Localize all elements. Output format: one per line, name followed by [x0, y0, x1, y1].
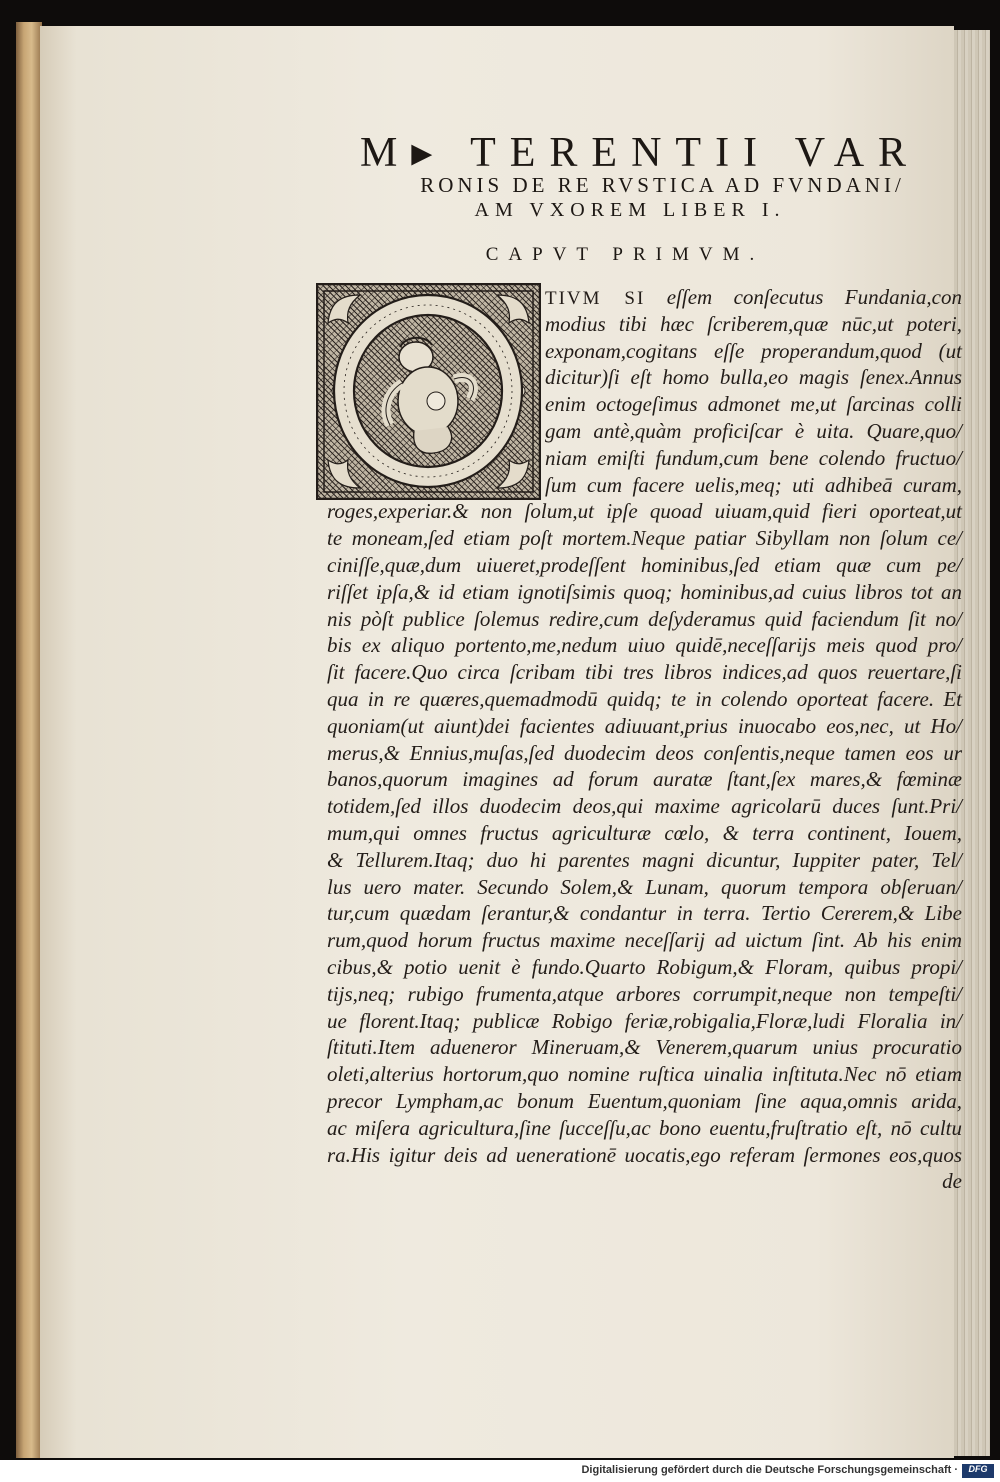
small-caps-opening: TIVM SI	[545, 288, 646, 309]
body-line: tur,cum quædam ſerantur,& condantur in terra. Tertio Cererem,& Libe	[327, 901, 962, 926]
body-line: merus,& Ennius,muſas,ſed duodecim deos conſentis,neque tamen eos ur	[327, 740, 962, 765]
body-line: banos,quorum imagines ad forum auratæ ſtant,ſex mares,& fœminæ	[327, 767, 962, 792]
body-line: enim octogeſimus admonet me,ut ſarcinas colli	[545, 392, 962, 417]
body-line: riſſet ipſa,& id etiam ignotiſsimis quoq; hominibus,ad cuius libros tot an	[327, 579, 962, 604]
body-line: mum,qui omnes fructus agriculturæ cœlo, & terra continent, Iouem,	[327, 820, 962, 845]
body-line: roges,experiar.& non ſolum,ut ipſe quoad uiuam,quid fieri oporteat,ut	[327, 499, 962, 524]
body-line: gam antè,quàm proficiſcar è uita. Quare,quo/	[545, 418, 962, 443]
body-line: bis ex aliquo portento,me,nedum uiuo quidē,neceſſarijs meis quod pro/	[327, 633, 962, 658]
body-line: ac miſera agricultura,ſine ſucceſſu,ac bono euentu,fruſtratio eſt, nō cultu	[327, 1115, 962, 1140]
body-line: ciniſſe,quæ,dum uiueret,prodeſſent hominibus,ſed etiam quæ cum pe/	[327, 552, 962, 577]
title-line-2: RONIS DE RE RVSTICA AD FVNDANI/	[420, 173, 905, 197]
body-line: nis pòſt publice ſolemus redire,cum deſyderamus quid faciendum ſit no/	[327, 606, 962, 631]
body-line: ra.His igitur deis ad uenerationē uocatis,ego referam ſermones eos,quos	[327, 1142, 962, 1167]
body-line: & Tellurem.Itaq; duo hi parentes magni dicuntur, Iuppiter pater, Tel/	[327, 847, 962, 872]
body-line: quoniam(ut aiunt)dei facientes adiuuant,prius inuocabo eos,nec, ut Ho/	[327, 713, 962, 738]
body-line: ſit facere.Quo circa ſcribam tibi tres libros indices,ad quos reuertare,ſi	[327, 660, 962, 685]
body-line: ſum cum facere uelis,meq; uti adhibeā curam,	[545, 472, 962, 497]
body-line: ſtituti.Item adueneror Mineruam,& Venerem,quarum unius procuratio	[327, 1035, 962, 1060]
footer-bar	[0, 1460, 1000, 1482]
body-line: niam emiſti fundum,cum bene colendo fructuo/	[545, 445, 962, 470]
body-line: ue florent.Itaq; publicæ Robigo feriæ,robigalia,Floræ,ludi Floralia in/	[327, 1008, 962, 1033]
opening-line-rest: eſſem conſecutus Fundania,con	[666, 285, 962, 309]
body-line: precor Lympham,ac bonum Euentum,quoniam ſine aqua,omnis arida,	[327, 1088, 962, 1113]
footer-credit-text: Digitalisierung gefördert durch die Deutsche Forschungsgemeinschaft ·	[581, 1464, 958, 1476]
catchword: de	[942, 1169, 962, 1194]
body-text	[327, 284, 962, 1195]
body-line: cibus,& potio uenit è fundo.Quarto Robigum,& Floram, quibus propi/	[327, 954, 962, 979]
body-line: tijs,neq; rubigo frumenta,atque arbores corrumpit,neque non tempeſti/	[327, 981, 962, 1006]
body-line: qua in re quæres,quemadmodū quidq; te in colendo oporteat facere. Et	[327, 686, 962, 711]
body-line	[545, 284, 962, 311]
title-line-3: AM VXOREM LIBER I.	[474, 199, 786, 221]
title-line-1: M▸ TERENTII VAR	[359, 130, 921, 176]
body-line: exponam,cogitans eſſe properandum,quod (ut	[545, 338, 962, 363]
body-line: te moneam,ſed etiam poſt mortem.Neque patiar Sibyllam non ſolum ce/	[327, 526, 962, 551]
body-line: dicitur)ſi eſt homo bulla,eo magis ſenex.Annus	[545, 365, 962, 390]
body-line: totidem,ſed illos duodecim deos,qui maxime agricolarū duces ſunt.Pri/	[327, 794, 962, 819]
book-spine-edge	[16, 22, 42, 1458]
body-line: oleti,alterius hortorum,quo nomine ruſtica uinalia inſtituta.Nec nō etiam	[327, 1062, 962, 1087]
body-line: rum,quod horum fructus maxime neceſſarij ad uictum ſint. Ab his enim	[327, 928, 962, 953]
chapter-heading: CAPVT PRIMVM.	[485, 244, 765, 265]
dfg-logo-icon: DFG	[962, 1464, 994, 1478]
body-line: modius tibi hæc ſcriberem,quæ nūc,ut poteri,	[545, 311, 962, 336]
body-line: lus uero mater. Secundo Solem,& Lunam, quorum tempora obſeruan/	[327, 874, 962, 899]
